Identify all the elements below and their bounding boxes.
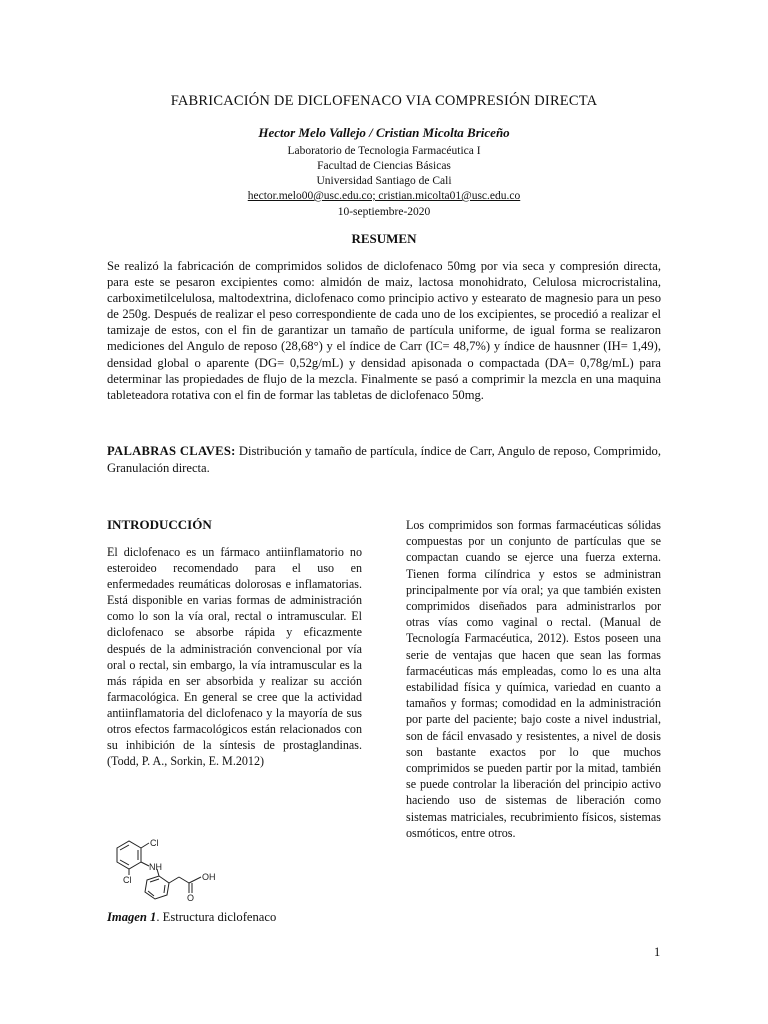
atom-nh: NH: [149, 862, 162, 872]
keywords-text: Distribución y tamaño de partícula, índice de Carr, Angulo de reposo, Comprimido, Granulación directa.: [107, 444, 661, 475]
paper-date: 10-septiembre-2020: [337, 206, 431, 218]
abstract-text: Se realizó la fabricación de comprimidos solidos de diclofenaco 50mg por via seca y compresión directa, para este se pesaron excipientes como: almidón de maiz, lactosa monohidrato, Celulosa microcristalina, carboximetilcelulosa, maltodextrina, diclofenaco como principio activo y estearato de magnesio para un peso de 250g. Después de realizar el peso correspondiente de cada uno de los excipientes, se procedió a realizar el tamizaje de estos, con el fin de garantizar un tamaño de partícula uniforme, de igual forma se realizaron mediciones del Angulo de reposo (28,68°) y el índice de Carr (IC= 48,7%) y índice de hausnner (IH= 1,49), densidad global o aparente (DG= 0,52g/mL) y densidad apisonada o compactada (DA= 0,78g/mL) para determinar las propiedades de flujo de la mezcla. Finalmente se pasó a comprimir la mezcla en una maquina tableteadora rotativa con el fin de formar las tabletas de diclofenaco 50mg.: [107, 259, 661, 402]
intro-right-text: Los comprimidos son formas farmacéuticas sólidas compuestas por un conjunto de partículas que se compactan cuando se ejerce una fuerza externa. Tienen forma cilíndrica y estos se administran principalmente por vía oral; ya que también existen comprimidos diseñados para administrarlos por otras vías como vaginal o rectal. (Manual de Tecnología Farmacéutica, 2012). Estos poseen una serie de ventajas que hacen que sean las formas farmacéuticas más empleadas, como lo es una alta estabilidad física y química, variedad en cuanto a tamaños y formas; comodidad en la administración por parte del paciente; bajo coste a nivel industrial, son de fácil envasado y resistentes, a nivel de dosis son bastante exactos por lo que muchos comprimidos se pueden partir por la mitad, también se puede controlar la liberación del principio activo haciendo uso de sistemas de liberación como sistemas matriciales, recubrimiento físicos, sistemas osmóticos, entre otros.: [406, 518, 661, 840]
diclofenac-structure: [107, 836, 247, 902]
caption-label: Imagen 1: [107, 910, 157, 924]
keywords: [107, 443, 661, 477]
authors: Hector Melo Vallejo / Cristian Micolta Briceño: [258, 125, 510, 140]
abstract-heading: RESUMEN: [351, 231, 417, 246]
paper-title: FABRICACIÓN DE DICLOFENACO VIA COMPRESIÓN DIRECTA: [170, 93, 598, 109]
atom-cl-bottom: Cl: [123, 875, 132, 885]
affiliation-faculty: Facultad de Ciencias Básicas: [317, 160, 451, 172]
affiliation-lab: Laboratorio de Tecnologia Farmacéutica I: [287, 145, 481, 157]
atom-cl-top: Cl: [150, 838, 159, 848]
figure-caption: [107, 910, 276, 925]
caption-text: . Estructura diclofenaco: [156, 910, 277, 924]
intro-heading: INTRODUCCIÓN: [107, 517, 212, 532]
atom-oh: OH: [202, 872, 216, 882]
intro-left-text: El diclofenaco es un fármaco antiinflamatorio no esteroideo recomendado para el uso en enfermedades reumáticas dolorosas e inflamatorias. Está disponible en varias formas de administración como lo son la vía oral, rectal o intramuscular. El diclofenaco se absorbe rápida y eficazmente después de la administración convencional por vía oral o rectal, sin embargo, la vía intramuscular es la más rápida en ser absorbida y realizar su acción farmacológica. En general se cree que la actividad antiinflamatoria del diclofenaco y la mayoría de sus otros efectos farmacológicos están relacionados con su inhibición de la síntesis de prostaglandinas. (Todd, P. A., Sorkin, E. M.2012): [107, 545, 362, 769]
keywords-label: PALABRAS CLAVES:: [107, 444, 236, 458]
author-emails[interactable]: hector.melo00@usc.edu.co; cristian.micolta01@usc.edu.co: [247, 190, 521, 202]
page-number: 1: [654, 945, 661, 959]
atom-o: O: [187, 893, 195, 902]
left-column: [107, 517, 362, 769]
affiliation-university: Universidad Santiago de Cali: [316, 175, 452, 187]
right-column: [406, 517, 661, 841]
